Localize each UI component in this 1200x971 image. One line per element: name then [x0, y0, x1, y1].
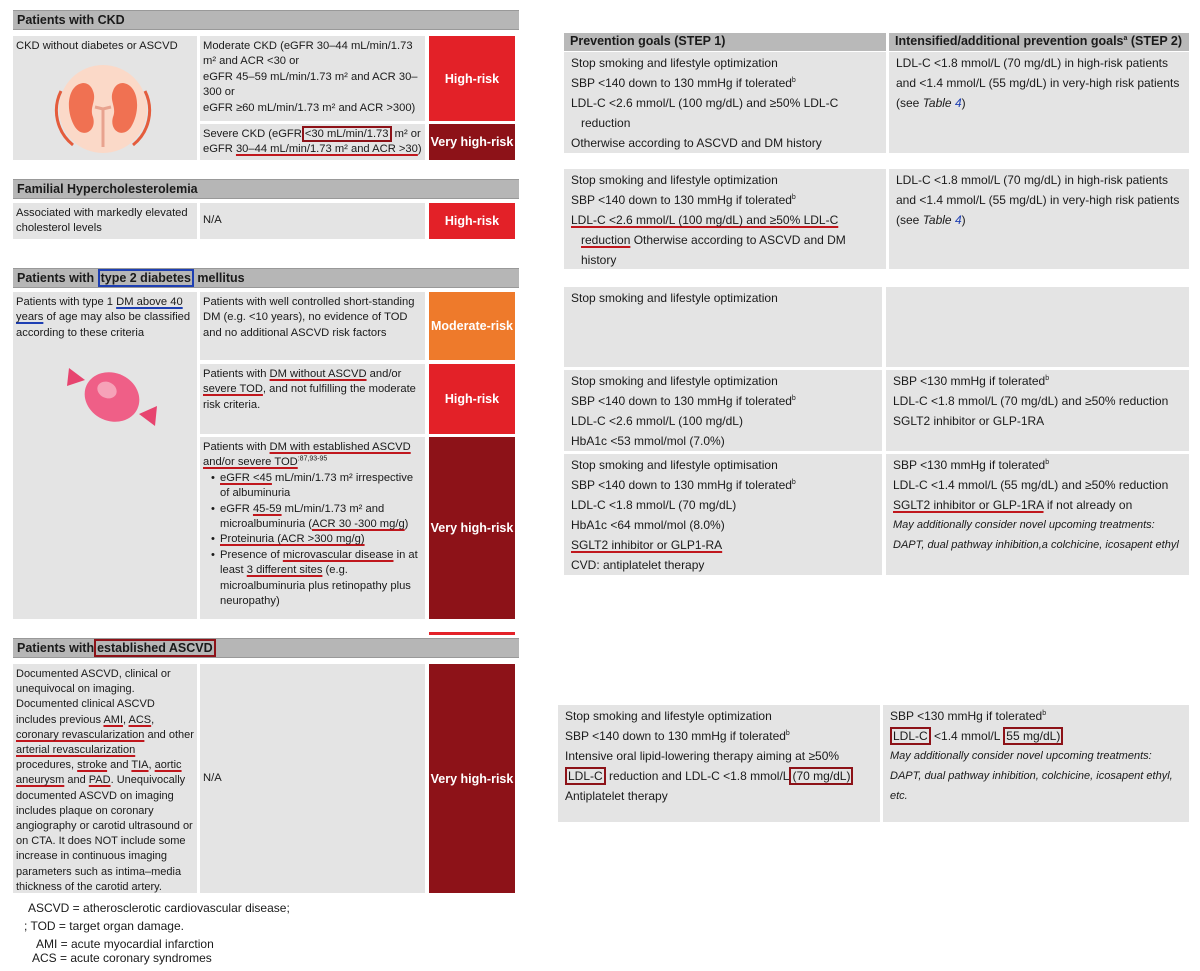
- step1-header: Prevention goals (STEP 1): [564, 33, 886, 51]
- criteria-item: • Presence of microvascular disease in at least 3 different sites (e.g. microalbuminuria plus retinopathy plus neuropathy): [211, 548, 422, 610]
- ascvd-left-cell: Documented ASCVD, clinical or unequivocal on imaging. Documented clinical ASCVD includes previous AMI, ACS, coronary revascularization and other arterial revascularization procedures, stroke and TIA, aortic aneurysm and PAD. Unequivocally documented ASCVD on imaging includes plaque on coronary angiography or carotid ultrasound or on CTA. It does NOT include some increase in continuous imaging parameters such as intima–media thickness of the carotid artery.: [13, 664, 197, 893]
- highlight-box: <30 mL/min/1.73: [302, 126, 392, 142]
- ckd-step2-cell: LDL-C <1.8 mmol/L (70 mg/dL) in high-risk patients and <1.4 mmol/L (55 mg/dL) in very-high risk patients (see Table 4): [889, 52, 1189, 153]
- ckd-moderate-cell: [200, 36, 425, 121]
- text: ): [417, 143, 422, 156]
- dm-very-high-step2-cell: SBP <130 mmHg if tolerated$^b$ LDL-C <1.4 mmol/L (55 mg/dL) and ≥50% reduction SGLT2 inhibitor or GLP-1RA if not already on May additionally consider novel upcoming treatments: DAPT, dual pathway inhibition,a colchicine, icosapent ethyl: [886, 454, 1189, 575]
- fh-step1-cell: Stop smoking and lifestyle optimization SBP <140 down to 130 mmHg if tolerated$^b$ LDL-C <2.6 mmol/L (100 mg/dL) and ≥50% LDL-C reduction Otherwise according to ASCVD and DM history: [564, 169, 886, 269]
- ckd-moderate-line: eGFR ≥60 mL/min/1.73 m² and ACR >300): [203, 101, 416, 114]
- dm-high-step1-cell: Stop smoking and lifestyle optimization SBP <140 down to 130 mmHg if tolerated$^b$ LDL-C <2.6 mmol/L (100 mg/dL) HbA1c <53 mmol/mol (7.0%): [564, 370, 882, 451]
- highlight-box: type 2 diabetes: [98, 269, 194, 287]
- ascvd-step1-cell: Stop smoking and lifestyle optimization SBP <140 down to 130 mmHg if tolerated$^b$ Intensive oral lipid-lowering therapy aiming at ≥50% LDL-C reduction and LDL-C <1.8 mmol/L (70 mg/dL) Antiplatelet therapy: [558, 705, 880, 822]
- dm-moderate-cell: Patients with well controlled short-standing DM (e.g. <10 years), no evidence of TOD and no additional ASCVD risk factors: [200, 292, 425, 360]
- fh-left-cell: Associated with markedly elevated cholesterol levels: [13, 203, 197, 239]
- high-risk-badge: High-risk: [429, 364, 515, 434]
- ckd-moderate-line: Moderate CKD (eGFR 30–44 mL/min/1.73 m² and ACR <30 or: [203, 40, 413, 68]
- dm-very-high-cell: Patients with DM with established ASCVD and/or severe $TOD^{:87,93-95}$ • eGFR <45 mL/min/1.73 m² irrespective of albuminuria • eGFR 45-59 mL/min/1.73 m² and microalbuminuria (ACR 30 -300 mg/g) • Proteinuria (ACR >300 mg/g) • Presence of microvascular disease in at least 3 different sites (e.g. microalbuminuria plus retinopathy plus neuropathy): [200, 437, 425, 619]
- fh-mid-cell: N/A: [200, 203, 425, 239]
- ckd-left-text: CKD without diabetes or ASCVD: [16, 40, 178, 52]
- very-high-risk-badge: Very high-risk: [429, 124, 515, 160]
- high-risk-badge: High-risk: [429, 36, 515, 121]
- underline-text: DM with established ASCVD and/or severe TOD: [203, 441, 411, 469]
- underline-text: 30–44 mL/min/1.73 m² and ACR >30: [235, 143, 418, 156]
- footnote: AMI = acute myocardial infarction: [36, 937, 214, 951]
- kidney-icon: [53, 61, 153, 157]
- footnote: ; TOD = target organ damage.: [24, 919, 184, 933]
- footnote: ACS = acute coronary syndromes: [32, 951, 212, 965]
- dm-moderate-step1-cell: Stop smoking and lifestyle optimization: [564, 287, 882, 367]
- text: Severe CKD (eGFR: [203, 128, 302, 140]
- candy-icon: [67, 362, 157, 432]
- dm-left-cell: Patients with type 1 DM above 40 years of age may also be classified according to these criteria: [13, 292, 197, 619]
- dm-high-cell: Patients with DM without ASCVD and/or severe TOD, and not fulfilling the moderate risk criteria.: [200, 364, 425, 434]
- step2-header: Intensified/additional prevention goals$^a$ (STEP 2): [889, 33, 1189, 51]
- criteria-item: • eGFR <45 mL/min/1.73 m² irrespective of albuminuria: [211, 471, 422, 502]
- fh-step2-cell: LDL-C <1.8 mmol/L (70 mg/dL) in high-risk patients and <1.4 mmol/L (55 mg/dL) in very-high risk patients (see Table 4): [889, 169, 1189, 269]
- very-high-risk-badge: Very high-risk: [429, 664, 515, 893]
- ascvd-header: Patients with established ASCVD: [13, 638, 519, 658]
- high-risk-badge: High-risk: [429, 203, 515, 239]
- dm-high-step2-cell: SBP <130 mmHg if tolerated$^b$ LDL-C <1.8 mmol/L (70 mg/dL) and ≥50% reduction SGLT2 inhibitor or GLP-1RA: [886, 370, 1189, 451]
- criteria-item: • Proteinuria (ACR >300 mg/g): [211, 532, 422, 547]
- ckd-severe-cell: [200, 124, 425, 160]
- ckd-header: Patients with CKD: [13, 10, 519, 30]
- fh-header: Familial Hypercholesterolemia: [13, 179, 519, 199]
- moderate-risk-badge: Moderate-risk: [429, 292, 515, 360]
- underline-text: DM without ASCVD: [269, 368, 367, 380]
- ckd-moderate-line: eGFR 45–59 mL/min/1.73 m² and ACR 30–300 or: [203, 70, 418, 99]
- ckd-step1-cell: Stop smoking and lifestyle optimization SBP <140 down to 130 mmHg if tolerated$^b$ LDL-C <2.6 mmol/L (100 mg/dL) and ≥50% LDL-C reduction Otherwise according to ASCVD and DM history: [564, 52, 886, 153]
- footnote: ASCVD = atherosclerotic cardiovascular disease;: [28, 901, 290, 915]
- very-high-risk-badge: Very high-risk: [429, 437, 515, 619]
- text: m² or: [394, 128, 421, 140]
- dm-very-high-step1-cell: Stop smoking and lifestyle optimisation SBP <140 down to 130 mmHg if tolerated$^b$ LDL-C <1.8 mmol/L (70 mg/dL) HbA1c <64 mmol/mol (8.0%) SGLT2 inhibitor or GLP1-RA CVD: antiplatelet therapy: [564, 454, 882, 575]
- text: eGFR: [203, 143, 233, 156]
- divider: [429, 632, 515, 635]
- underline-text: DM above 40 years: [16, 296, 183, 324]
- ascvd-mid-cell: N/A: [200, 664, 425, 893]
- dm-header: Patients with type 2 diabetes mellitus: [13, 268, 519, 288]
- ckd-left-cell: [13, 36, 197, 160]
- highlight-box: established ASCVD: [94, 639, 216, 657]
- underline-text: severe TOD: [203, 383, 263, 396]
- criteria-item: • eGFR 45-59 mL/min/1.73 m² and microalbuminuria (ACR 30 -300 mg/g): [211, 502, 422, 533]
- ascvd-step2-cell: SBP <130 mmHg if tolerated$^b$ LDL-C <1.4 mmol/L 55 mg/dL) May additionally consider novel upcoming treatments: DAPT, dual pathway inhibition, colchicine, icosapent ethyl, etc.: [883, 705, 1189, 822]
- dm-moderate-step2-cell: [886, 287, 1189, 367]
